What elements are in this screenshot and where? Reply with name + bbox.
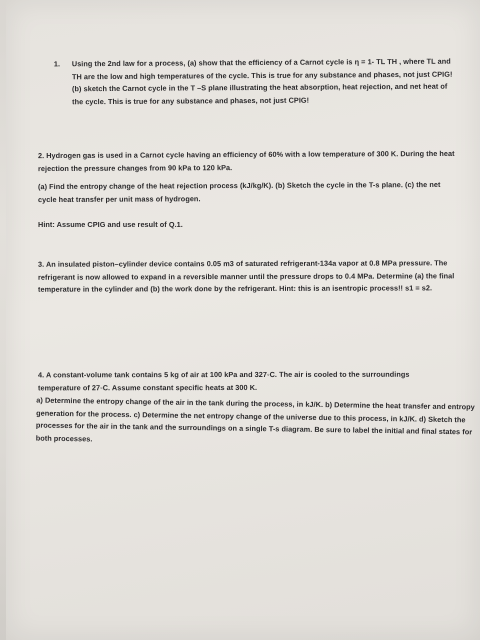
question-1-number: 1. bbox=[53, 59, 61, 69]
question-4-parts: a) Determine the entropy change of the air in the tank during the process, in kJ/K. b) Determine the heat transfer and entropy generation for the process. c) Determine the net entropy change of the universe due to this process, in kJ/K. d) Sketch the processes for the air in the tank and the surroundings on a single T-s diagram. Be sure to label the initial and final states for both processes. bbox=[35, 395, 475, 444]
question-3-text: 3. An insulated piston–cylinder device contains 0.05 m3 of saturated refrigerant-134a vapor at 0.8 MPa pressure. The refrigerant is now allowed to expand in a reversible manner until the pressure drops to 0.4 MPa. Determine (a) the final temperature in the cylinder and (b) the work done by the refrigerant. Hint: this is an isentropic process!! s1 = s2. bbox=[37, 258, 455, 294]
question-4-intro: 4. A constant-volume tank contains 5 kg of air at 100 kPa and 327◦C. The air is cooled to the surroundings temperature of 27◦C. Assume constant specific heats at 300 K. bbox=[37, 369, 410, 392]
paper-sheet bbox=[6, 0, 480, 640]
question-1 bbox=[54, 56, 459, 109]
question-2-hint: Hint: Assume CPIG and use result of Q.1. bbox=[38, 220, 183, 229]
question-2-intro: 2. Hydrogen gas is used in a Carnot cycle having an efficiency of 60% with a low temperature of 300 K. During the heat rejection the pressure changes from 90 kPa to 120 kPa. bbox=[37, 148, 455, 173]
question-1-text: Using the 2nd law for a process, (a) show that the efficiency of a Carnot cycle is η = 1- TL TH , where TL and TH are the low and high temperatures of the cycle. This is true for any substance and phases, not just CPIG! (b) sketch the Carnot cycle in the T –S plane illustrating the heat absorption, heat rejection, and net heat of the cycle. This is true for any substance and phases, not just CPIG! bbox=[71, 56, 453, 107]
question-2-parts: (a) Find the entropy change of the heat rejection process (kJ/kg/K). (b) Sketch the cycle in the T-s plane. (c) the net cycle heat transfer per unit mass of hydrogen. bbox=[37, 179, 441, 204]
